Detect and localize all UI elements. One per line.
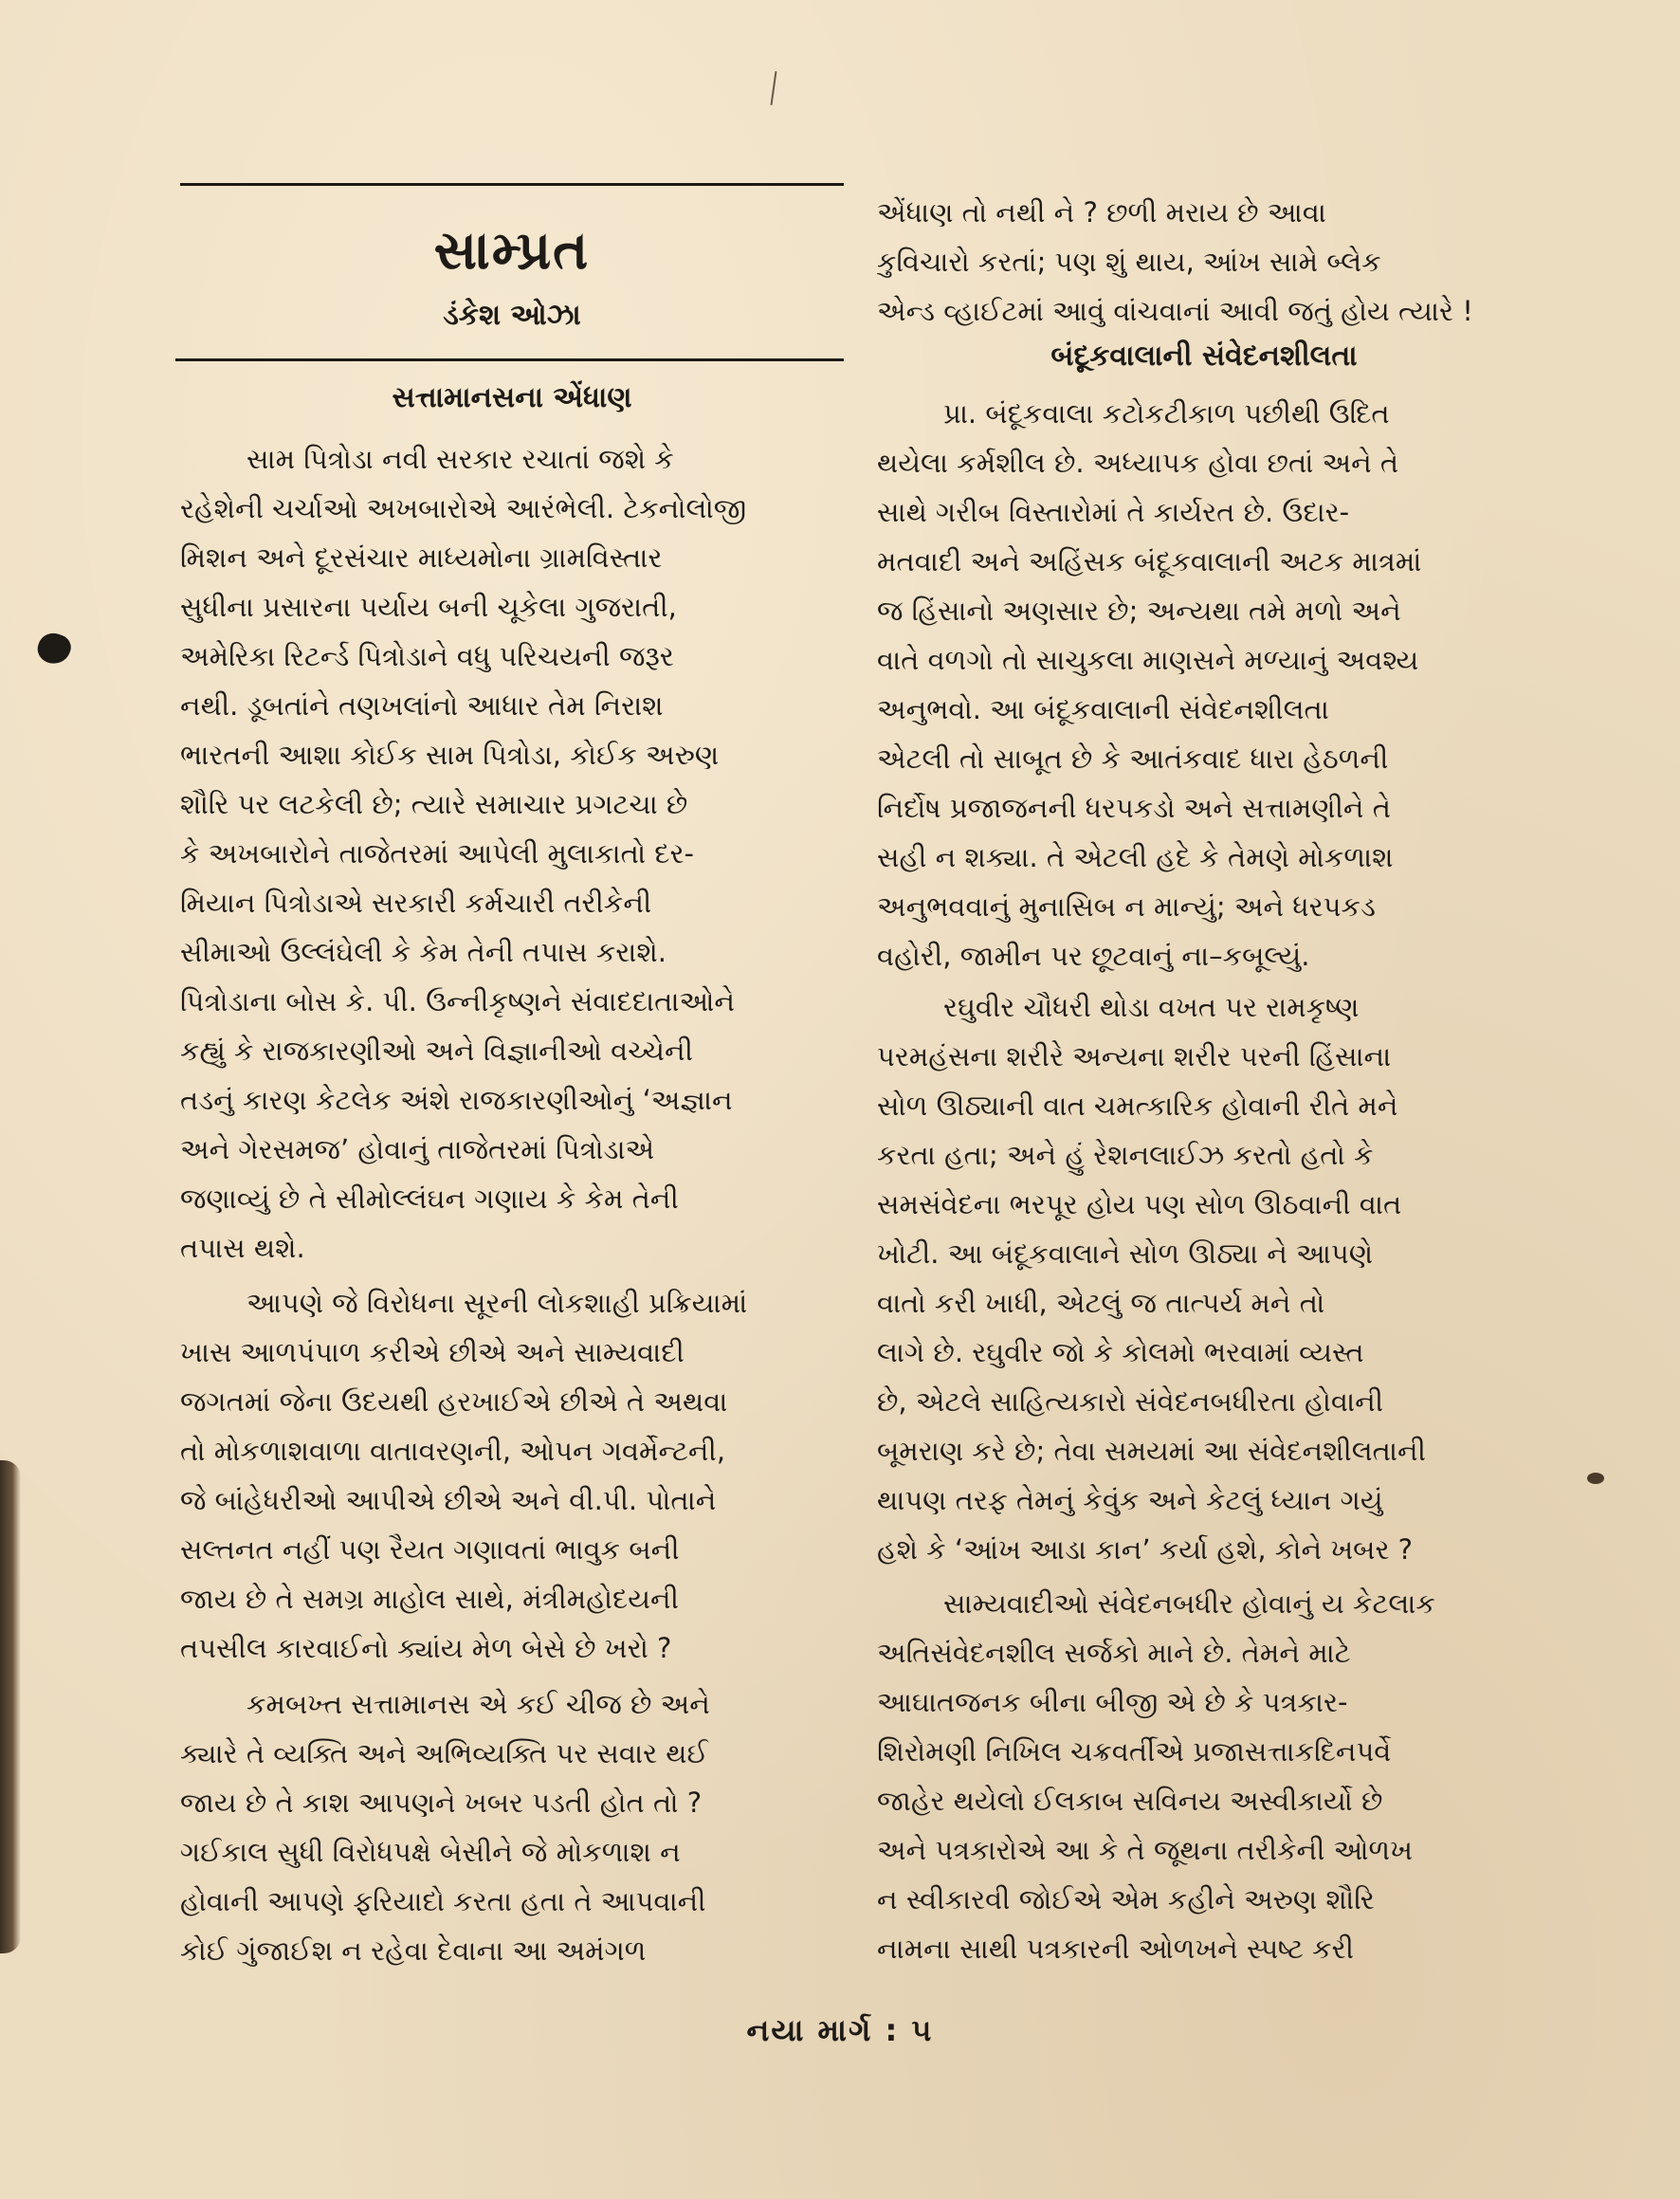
text-line: શૌરિ પર લટકેલી છે; ત્યારે સમાચાર પ્રગટચા છે bbox=[180, 788, 688, 820]
column-title: સામ્પ્રત bbox=[433, 220, 591, 282]
text-line: સોળ ઊઠ્યાની વાત ચમત્કારિક હોવાની રીતે મને bbox=[877, 1090, 1398, 1122]
masthead-bottom-rule bbox=[175, 358, 844, 361]
text-line: લાગે છે. રઘુવીર જો કે કોલમો ભરવામાં વ્યસ્ત bbox=[877, 1336, 1364, 1368]
text-line: જે બાંહેધરીઓ આપીએ છીએ અને વી.પી. પોતાને bbox=[180, 1484, 717, 1516]
left-paragraph-2 bbox=[180, 1278, 844, 1673]
text-line: થાપણ તરફ તેમનું કેવુંક અને કેટલું ધ્યાન ગયું bbox=[877, 1484, 1383, 1516]
text-line: થયેલા કર્મશીલ છે. અધ્યાપક હોવા છતાં અને તે bbox=[877, 447, 1399, 479]
text-line: સામ્યવાદીઓ સંવેદનબધીર હોવાનું ય કેટલાક bbox=[943, 1587, 1435, 1620]
text-line: ક્યારે તે વ્યક્તિ અને અભિવ્યક્તિ પર સવાર થઈ bbox=[180, 1737, 708, 1769]
masthead-top-rule bbox=[180, 183, 844, 186]
text-line: બૂમરાણ કરે છે; તેવા સમયમાં આ સંવેદનશીલતાની bbox=[877, 1435, 1426, 1467]
text-line: એંધાણ તો નથી ને ? છળી મરાય છે આવા bbox=[877, 196, 1326, 229]
text-line: એટલી તો સાબૂત છે કે આતંકવાદ ધારા હેઠળની bbox=[877, 742, 1389, 775]
text-line: અને ગેરસમજ’ હોવાનું તાજેતરમાં પિત્રોડાએ bbox=[180, 1133, 655, 1165]
text-line: અમેરિકા રિટર્ન્ડ પિત્રોડાને વધુ પરિચયની જરૂર bbox=[180, 640, 674, 672]
text-line: શિરોમણી નિખિલ ચક્રવર્તીએ પ્રજાસત્તાકદિનપર્વે bbox=[877, 1735, 1392, 1768]
text-line: વાતે વળગો તો સાચુકલા માણસને મળ્યાનું અવશ્ય bbox=[877, 644, 1419, 676]
text-line: ન સ્વીકારવી જોઈએ એમ કહીને અરુણ શૌરિ bbox=[877, 1883, 1375, 1915]
text-line: અને પત્રકારોએ આ કે તે જૂથના તરીકેની ઓળખ bbox=[877, 1834, 1414, 1866]
text-line: એન્ડ વ્હાઈટમાં આવું વાંચવાનાં આવી જતું હોય ત્યારે ! bbox=[877, 295, 1473, 327]
text-line: સુધીના પ્રસારના પર્યાય બની ચૂકેલા ગુજરાતી, bbox=[180, 591, 677, 623]
text-line: નામના સાથી પત્રકારની ઓળખને સ્પષ્ટ કરી bbox=[877, 1933, 1354, 1965]
text-line: સીમાઓ ઉલ્લંઘેલી કે કેમ તેની તપાસ કરાશે. bbox=[180, 936, 667, 968]
text-line: રઘુવીર ચૌધરી થોડા વખત પર રામકૃષ્ણ bbox=[943, 991, 1360, 1023]
text-line: હોવાની આપણે ફરિયાદો કરતા હતા તે આપવાની bbox=[180, 1885, 706, 1917]
text-line: તપાસ થશે. bbox=[180, 1232, 305, 1264]
text-line: જાય છે તે કાશ આપણને ખબર પડતી હોત તો ? bbox=[180, 1787, 703, 1819]
text-line: રહેશેની ચર્ચાઓ અખબારોએ આરંભેલી. ટેકનોલોજી bbox=[180, 492, 747, 524]
text-line: કરતા હતા; અને હું રેશનલાઈઝ કરતો હતો કે bbox=[877, 1139, 1374, 1171]
text-line: મિયાન પિત્રોડાએ સરકારી કર્મચારી તરીકેની bbox=[180, 887, 652, 919]
text-line: અતિસંવેદનશીલ સર્જકો માને છે. તેમને માટે bbox=[877, 1637, 1351, 1669]
page-footer: નયા માર્ગ : ૫ bbox=[746, 2012, 934, 2048]
text-line: તડનું કારણ કેટલેક અંશે રાજકારણીઓનું ‘અજ્ઞાન bbox=[180, 1084, 733, 1116]
right-paragraph-2 bbox=[877, 982, 1531, 1574]
text-line: કુવિચારો કરતાં; પણ શું થાય, આંખ સામે બ્લેક bbox=[877, 246, 1381, 278]
text-line: નિર્દોષ પ્રજાજનની ધરપકડો અને સત્તામણીને તે bbox=[877, 792, 1391, 824]
text-line: પિત્રોડાના બોસ કે. પી. ઉન્નીકૃષ્ણને સંવાદદાતાઓને bbox=[180, 985, 735, 1017]
text-line: જાય છે તે સમગ્ર માહોલ સાથે, મંત્રીમહોદયની bbox=[180, 1583, 679, 1615]
text-line: કમબખ્ત સત્તામાનસ એ કઈ ચીજ છે અને bbox=[247, 1688, 710, 1720]
text-line: કોઈ ગુંજાઈશ ન રહેવા દેવાના આ અમંગળ bbox=[180, 1934, 647, 1967]
text-line: સહી ન શક્યા. તે એટલી હદે કે તેમણે મોકળાશ bbox=[877, 841, 1394, 873]
pencil-mark bbox=[771, 71, 777, 105]
right-paragraph-3 bbox=[877, 1579, 1531, 1973]
text-line: ગઈકાલ સુધી વિરોધપક્ષે બેસીને જે મોકળાશ ન bbox=[180, 1836, 681, 1868]
left-section-heading: સત્તામાનસના એંધાણ bbox=[392, 381, 632, 414]
text-line: જ હિંસાનો અણસાર છે; અન્યથા તમે મળો અને bbox=[877, 595, 1401, 627]
text-line: અનુભવવાનું મુનાસિબ ન માન્યું; અને ધરપકડ bbox=[877, 890, 1376, 923]
text-line: સમસંવેદના ભરપૂર હોય પણ સોળ ઊઠવાની વાત bbox=[877, 1188, 1402, 1220]
text-line: નથી. ડૂબતાંને તણખલાંનો આધાર તેમ નિરાશ bbox=[180, 689, 664, 722]
text-line: મિશન અને દૂરસંચાર માધ્યમોના ગ્રામવિસ્તાર bbox=[180, 541, 663, 574]
left-paragraph-1 bbox=[180, 434, 844, 1273]
text-line: તો મોકળાશવાળા વાતાવરણની, ઓપન ગવર્મેન્ટની, bbox=[180, 1435, 726, 1467]
right-paragraph-1 bbox=[877, 389, 1531, 980]
text-line: તપસીલ કારવાઈનો ક્યાંય મેળ બેસે છે ખરો ? bbox=[180, 1632, 672, 1664]
text-line: જગતમાં જેના ઉદયથી હરખાઈએ છીએ તે અથવા bbox=[180, 1385, 728, 1418]
text-line: જાહેર થયેલો ઈલકાબ સવિનય અસ્વીકાર્યો છે bbox=[877, 1785, 1383, 1817]
text-line: હશે કે ‘આંખ આડા કાન’ કર્યા હશે, કોને ખબર ? bbox=[877, 1533, 1414, 1566]
text-line: છે, એટલે સાહિત્યકારો સંવેદનબધીરતા હોવાની bbox=[877, 1385, 1383, 1418]
text-line: આપણે જે વિરોધના સૂરની લોકશાહી પ્રક્રિયામાં bbox=[247, 1287, 748, 1319]
text-line: પ્રા. બંદૂકવાલા કટોકટીકાળ પછીથી ઉદિત bbox=[943, 397, 1390, 430]
text-line: કહ્યું કે રાજકારણીઓ અને વિજ્ઞાનીઓ વચ્ચેની bbox=[180, 1035, 693, 1067]
right-section-heading: બંદૂકવાલાની સંવેદનશીલતા bbox=[1050, 339, 1358, 373]
ink-dot bbox=[1587, 1473, 1604, 1484]
text-line: ભારતની આશા કોઈક સામ પિત્રોડા, કોઈક અરુણ bbox=[180, 739, 720, 771]
text-line: ખાસ આળપંપાળ કરીએ છીએ અને સામ્યવાદી bbox=[180, 1336, 685, 1368]
text-line: વહોરી, જામીન પર છૂટવાનું ના–કબૂલ્યું. bbox=[877, 940, 1310, 972]
torn-edge-stain bbox=[0, 1460, 21, 1953]
ink-blot bbox=[34, 629, 75, 669]
author-name: ડંકેશ ઓઝા bbox=[443, 299, 581, 332]
text-line: પરમહંસના શરીરે અન્યના શરીર પરની હિંસાના bbox=[877, 1040, 1392, 1072]
left-paragraph-3 bbox=[180, 1679, 844, 1975]
text-line: સામ પિત્રોડા નવી સરકાર રચાતાં જશે કે bbox=[247, 443, 674, 475]
right-intro-paragraph bbox=[877, 188, 1531, 336]
text-line: ખોટી. આ બંદૂકવાલાને સોળ ઊઠ્યા ને આપણે bbox=[877, 1237, 1374, 1270]
text-line: આઘાતજનક બીના બીજી એ છે કે પત્રકાર- bbox=[877, 1686, 1348, 1718]
text-line: અનુભવો. આ બંદૂકવાલાની સંવેદનશીલતા bbox=[877, 693, 1329, 725]
text-line: કે અખબારોને તાજેતરમાં આપેલી મુલાકાતો દર- bbox=[180, 837, 694, 870]
text-line: વાતો કરી ખાધી, એટલું જ તાત્પર્ય મને તો bbox=[877, 1287, 1325, 1319]
text-line: મતવાદી અને અહિંસક બંદૂકવાલાની અટક માત્રમાં bbox=[877, 545, 1422, 577]
text-line: સાથે ગરીબ વિસ્તારોમાં તે કાર્યરત છે. ઉદાર- bbox=[877, 496, 1350, 528]
text-line: સલ્તનત નહીં પણ રૈયત ગણાવતાં ભાવુક બની bbox=[180, 1533, 680, 1566]
text-line: જણાવ્યું છે તે સીમોલ્લંઘન ગણાય કે કેમ તેની bbox=[180, 1182, 679, 1215]
